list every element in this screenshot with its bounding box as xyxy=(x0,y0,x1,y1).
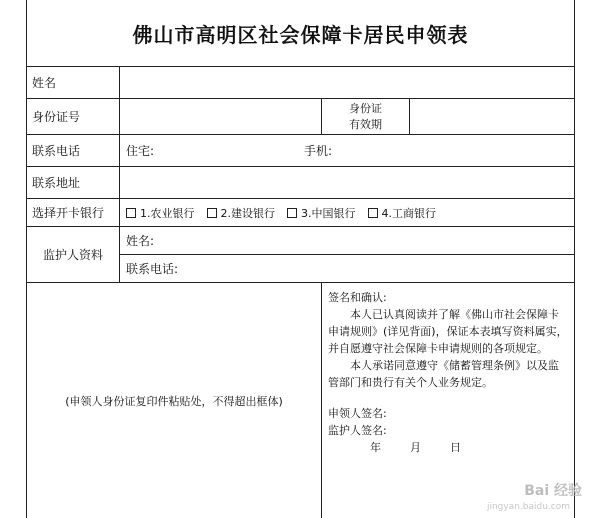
checkbox-icon xyxy=(287,208,297,218)
bank-option-agricultural[interactable] xyxy=(126,205,195,221)
bank-option-label: 1.农业银行 xyxy=(140,206,195,220)
id-valid-label-line1: 身份证 xyxy=(349,101,382,115)
guardian-name-cell[interactable] xyxy=(119,227,574,255)
id-row xyxy=(26,99,575,135)
phone-label: 联系电话 xyxy=(32,144,81,158)
baidu-watermark-url: jingyan.baidu.com xyxy=(486,502,570,512)
name-input-cell[interactable] xyxy=(119,67,574,98)
bottom-section xyxy=(26,283,575,518)
bank-label: 选择开卡银行 xyxy=(32,206,105,220)
name-label: 姓名 xyxy=(32,76,57,90)
checkbox-icon xyxy=(207,208,217,218)
mobile-phone-label: 手机: xyxy=(304,144,333,158)
id-valid-input-cell[interactable] xyxy=(409,99,574,134)
bank-option-construction[interactable] xyxy=(207,205,276,221)
confirm-title: 签名和确认: xyxy=(328,291,387,304)
bank-options xyxy=(119,199,574,226)
bank-option-china[interactable] xyxy=(287,205,356,221)
bank-option-label: 4.工商银行 xyxy=(381,206,436,220)
date-year: 年 xyxy=(370,441,381,454)
date-month: 月 xyxy=(410,441,421,454)
name-row xyxy=(26,67,575,99)
guardian-signature-label[interactable]: 监护人签名: xyxy=(328,424,387,437)
checkbox-icon xyxy=(368,208,378,218)
bank-option-label: 3.中国银行 xyxy=(301,206,356,220)
form-title: 佛山市高明区社会保障卡居民申领表 xyxy=(26,0,575,67)
bank-row xyxy=(26,199,575,227)
guardian-phone-cell[interactable] xyxy=(119,255,574,282)
address-label: 联系地址 xyxy=(32,176,81,190)
id-copy-note: (申领人身份证复印件粘贴处，不得超出框体) xyxy=(65,394,283,408)
id-valid-label-line2: 有效期 xyxy=(349,117,382,131)
phone-input-cell[interactable] xyxy=(119,135,574,166)
signature-date[interactable] xyxy=(328,439,568,456)
address-row xyxy=(26,167,575,199)
bank-option-icbc[interactable] xyxy=(368,205,437,221)
guardian-phone-label: 联系电话: xyxy=(126,262,179,276)
id-input-cell[interactable] xyxy=(119,99,321,134)
guardian-label: 监护人资料 xyxy=(42,248,103,262)
home-phone-label: 住宅: xyxy=(126,144,155,158)
checkbox-icon xyxy=(126,208,136,218)
confirm-paragraph-2: 本人承诺同意遵守《储蓄管理条例》以及监管部门和贵行有关个人业务规定。 xyxy=(328,359,559,389)
date-day: 日 xyxy=(450,441,461,454)
id-valid-label xyxy=(321,99,409,134)
phone-row xyxy=(26,135,575,167)
confirm-paragraph-1: 本人已认真阅读并了解《佛山市社会保障卡申请规则》(详见背面)，保证本表填写资料属实，并自愿遵守社会保障卡申请规则的各项规定。 xyxy=(328,308,568,355)
guardian-name-label: 姓名: xyxy=(126,234,155,248)
guardian-row xyxy=(26,227,575,283)
address-input-cell[interactable] xyxy=(119,167,574,198)
baidu-watermark: Bai 经验 xyxy=(524,483,582,499)
id-copy-area xyxy=(27,283,321,518)
id-label: 身份证号 xyxy=(32,110,81,124)
application-form xyxy=(26,0,576,518)
applicant-signature-label[interactable]: 申领人签名: xyxy=(328,407,387,420)
bank-option-label: 2.建设银行 xyxy=(220,206,275,220)
